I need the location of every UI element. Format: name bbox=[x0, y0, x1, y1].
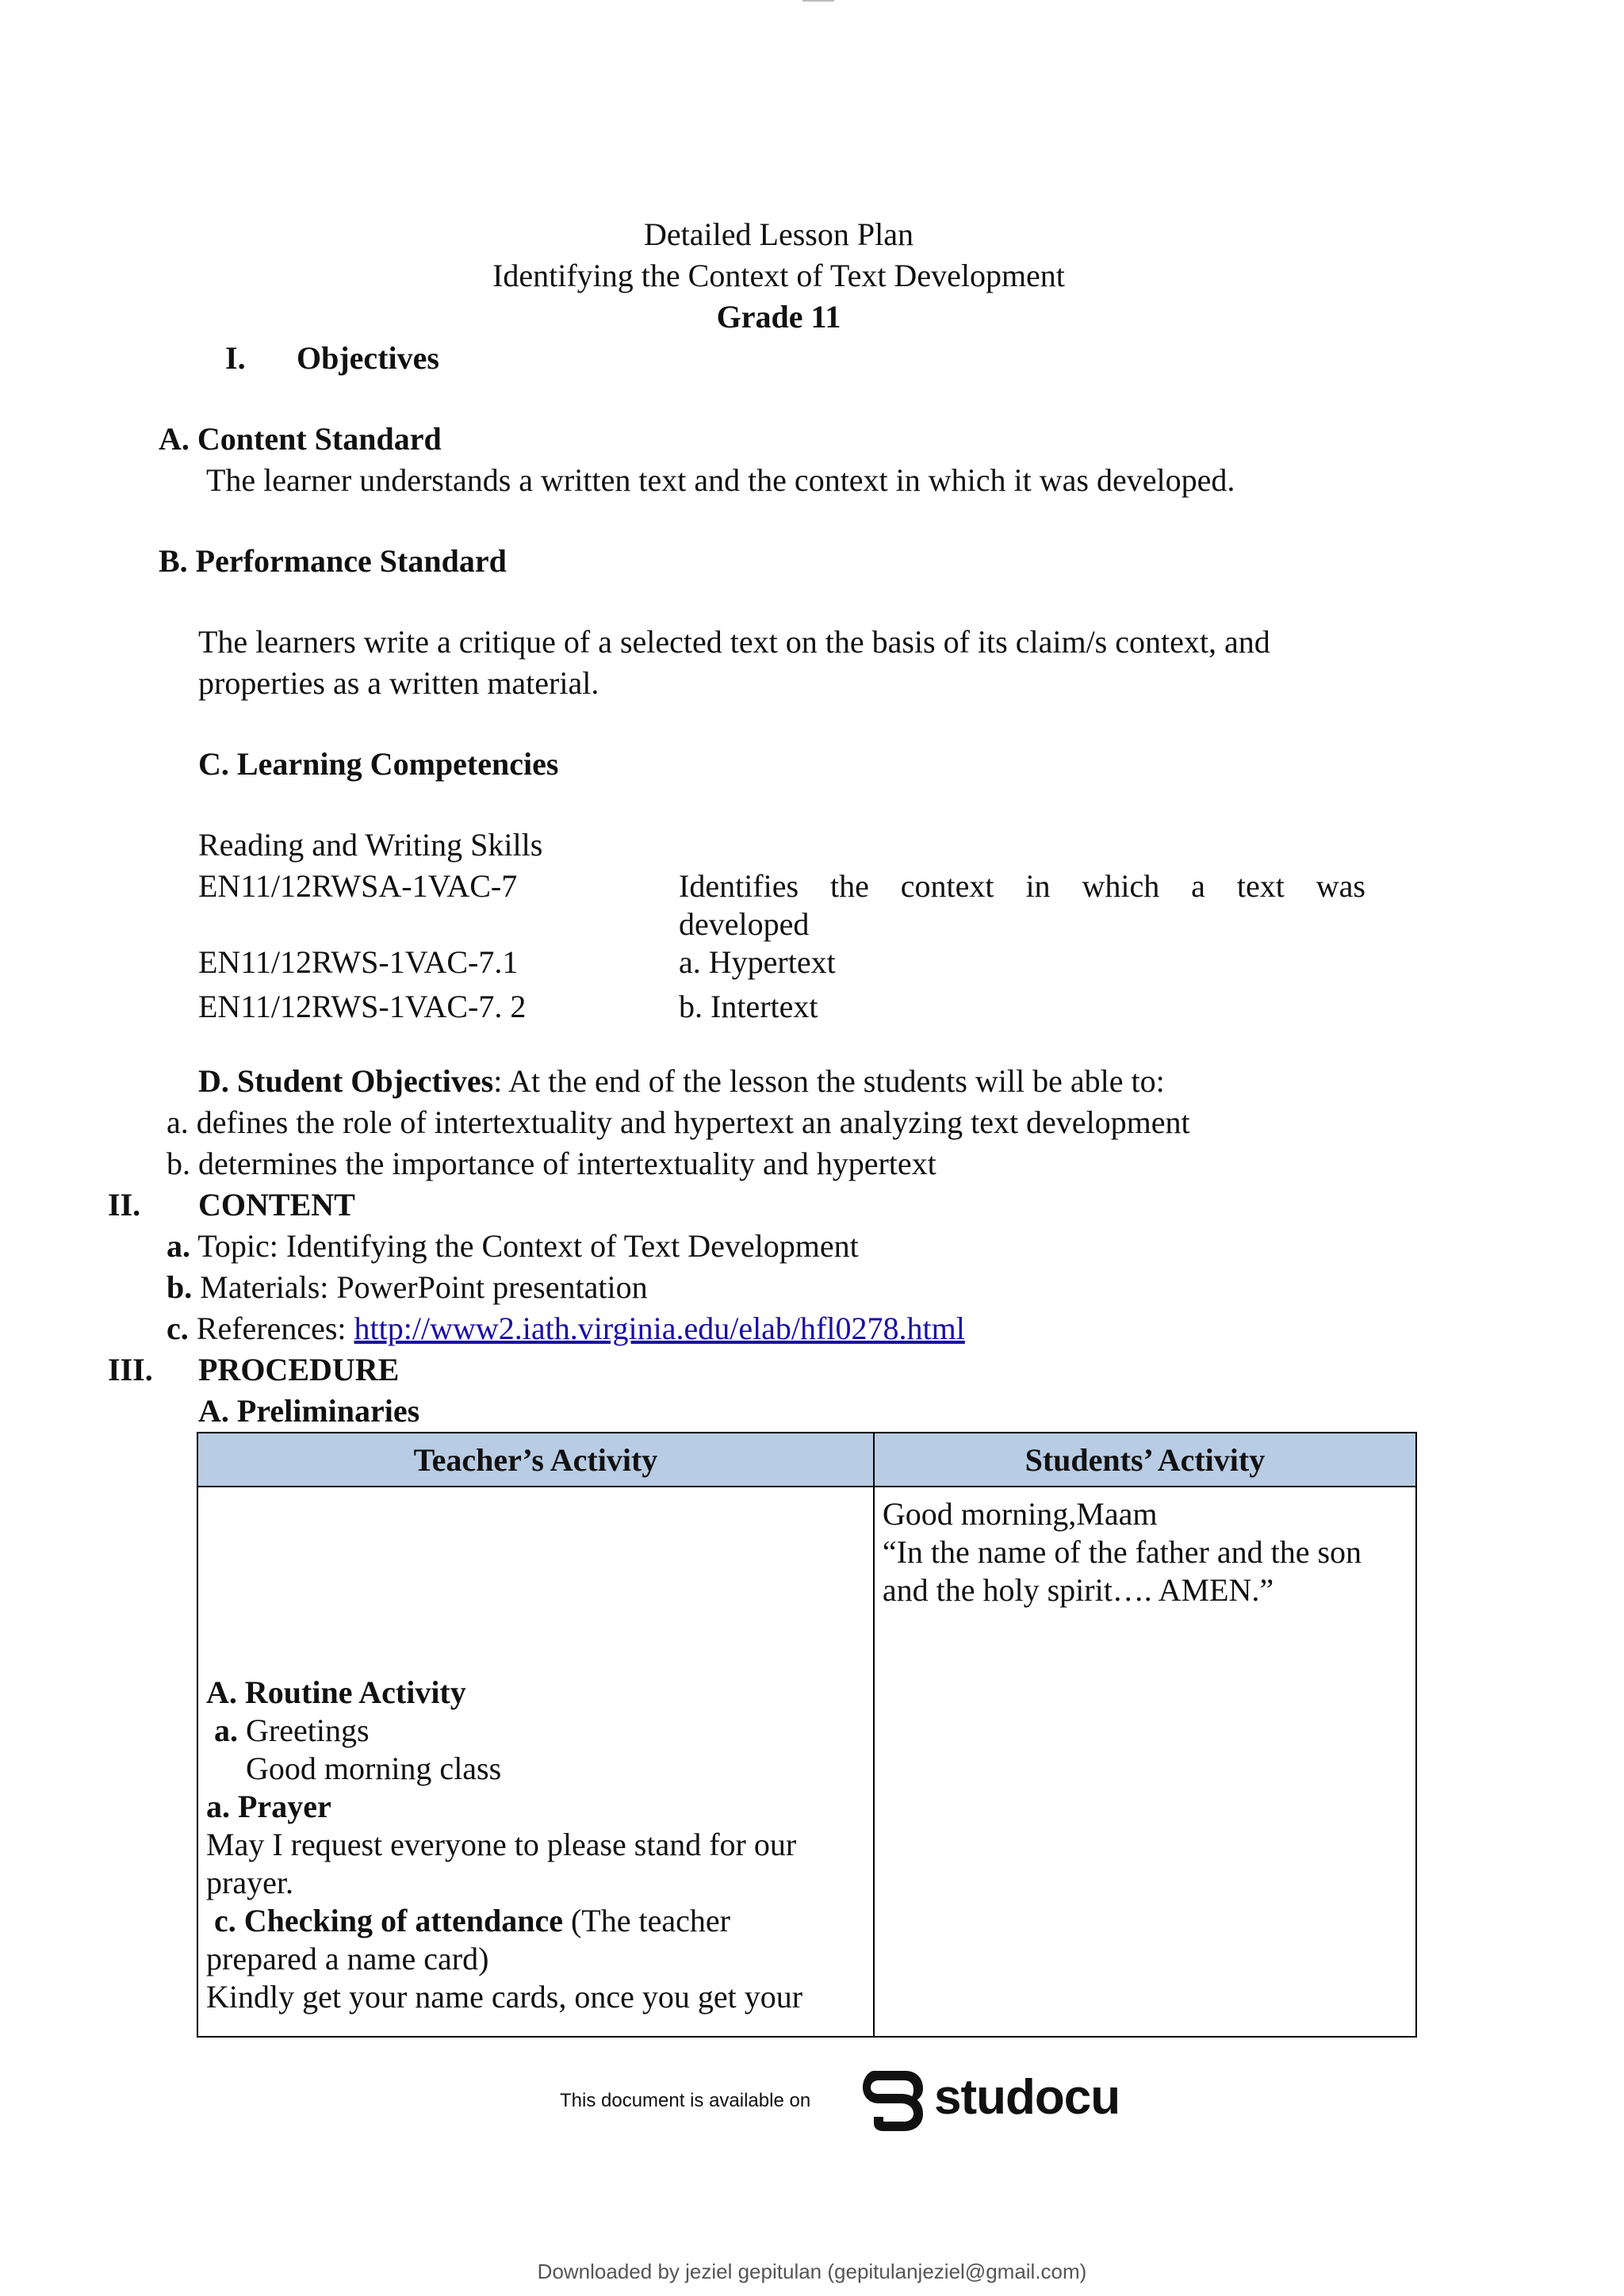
list-item: a. defines the role of intertextuality and hypertext an analyzing text development bbox=[167, 1104, 1190, 1140]
available-on-text: This document is available on bbox=[560, 2090, 811, 2111]
student-objectives-intro: : At the end of the lesson the students will be able to: bbox=[493, 1063, 1165, 1099]
learning-competencies-heading: C. Learning Competencies bbox=[198, 746, 559, 782]
performance-standard-line-1: The learners write a critique of a selected text on the basis of its claim/s context, and bbox=[198, 624, 1270, 660]
doc-title: Identifying the Context of Text Development bbox=[492, 258, 1065, 293]
competency-description: b. Intertext bbox=[679, 989, 818, 1024]
preliminaries-heading: A. Preliminaries bbox=[198, 1393, 420, 1429]
competency-code: EN11/12RWS-1VAC-7. 2 bbox=[198, 989, 527, 1024]
list-item: a. Topic: Identifying the Context of Text Development bbox=[167, 1228, 859, 1264]
grade-label: Grade 11 bbox=[716, 299, 841, 335]
content-heading: CONTENT bbox=[198, 1187, 355, 1223]
teacher-activity-header: Teacher’s Activity bbox=[197, 1433, 874, 1487]
attendance-line: c. Checking of attendance (The teacher bbox=[214, 1903, 730, 1938]
prayer-heading: a. Prayer bbox=[206, 1789, 331, 1824]
competency-description: Identifies the context in which a text was bbox=[679, 868, 1365, 904]
competency-description: a. Hypertext bbox=[679, 944, 836, 980]
list-item: c. References: http://www2.iath.virginia.edu/elab/hfl0278.html bbox=[167, 1311, 965, 1346]
teacher-activity-cell bbox=[197, 1487, 874, 2037]
section-numeral-2: II. bbox=[108, 1187, 141, 1223]
student-response: Good morning,Maam bbox=[882, 1496, 1158, 1532]
student-objectives-line bbox=[198, 1062, 1165, 1100]
content-standard-heading: A. Content Standard bbox=[159, 421, 442, 457]
student-response: “In the name of the father and the son bbox=[882, 1534, 1362, 1570]
section-numeral-1: I. bbox=[225, 340, 246, 376]
competency-description-cont: developed bbox=[679, 906, 810, 942]
procedure-heading: PROCEDURE bbox=[198, 1352, 400, 1387]
doc-type: Detailed Lesson Plan bbox=[644, 216, 914, 252]
greetings-text: Good morning class bbox=[246, 1751, 502, 1786]
students-activity-header: Students’ Activity bbox=[874, 1433, 1416, 1487]
attendance-text: Kindly get your name cards, once you get your bbox=[206, 1979, 803, 2015]
attendance-text: prepared a name card) bbox=[206, 1941, 489, 1976]
routine-activity-heading: A. Routine Activity bbox=[206, 1674, 466, 1710]
student-response: and the holy spirit…. AMEN.” bbox=[882, 1572, 1274, 1608]
students-activity-cell bbox=[874, 1487, 1416, 2037]
objectives-heading: Objectives bbox=[297, 340, 439, 376]
studocu-wordmark: studocu bbox=[934, 2070, 1120, 2125]
reference-link[interactable]: http://www2.iath.virginia.edu/elab/hfl0278.html bbox=[354, 1311, 965, 1346]
competencies-subject: Reading and Writing Skills bbox=[198, 827, 543, 863]
studocu-logo-icon bbox=[860, 2066, 928, 2134]
prayer-text: prayer. bbox=[206, 1865, 293, 1900]
section-numeral-3: III. bbox=[108, 1352, 153, 1387]
competency-code: EN11/12RWSA-1VAC-7 bbox=[198, 868, 518, 904]
prayer-text: May I request everyone to please stand for our bbox=[206, 1827, 797, 1862]
performance-standard-line-2: properties as a written material. bbox=[198, 665, 599, 701]
top-mark bbox=[802, 0, 834, 2]
greetings-line: a. Greetings bbox=[214, 1712, 370, 1748]
content-standard-text: The learner understands a written text and the context in which it was developed. bbox=[206, 462, 1235, 498]
activity-table bbox=[197, 1432, 1417, 2038]
list-item: b. determines the importance of intertextuality and hypertext bbox=[167, 1146, 936, 1181]
list-item: b. Materials: PowerPoint presentation bbox=[167, 1269, 648, 1305]
performance-standard-heading: B. Performance Standard bbox=[159, 543, 507, 579]
student-objectives-heading: D. Student Objectives bbox=[198, 1063, 494, 1099]
download-credit: Downloaded by jeziel gepitulan (gepitulanjeziel@gmail.com) bbox=[537, 2260, 1087, 2283]
competency-code: EN11/12RWS-1VAC-7.1 bbox=[198, 944, 519, 980]
